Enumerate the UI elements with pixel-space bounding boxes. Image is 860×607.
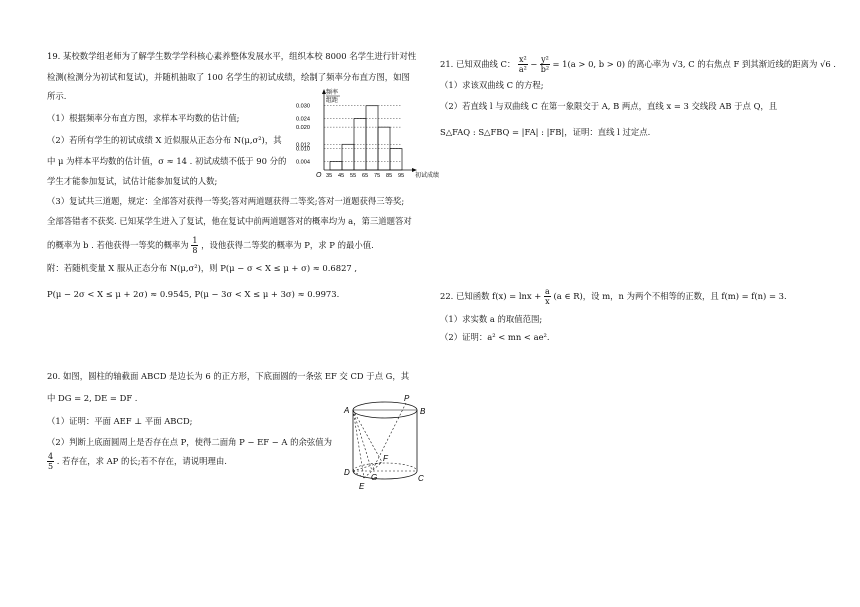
fraction-denominator: x <box>545 297 550 306</box>
x-tick-label: 85 <box>386 173 393 178</box>
q19-part-2: （2）若所有学生的初试成绩 X 近似服从正态分布 N(μ,σ²)，其 <box>47 135 282 145</box>
x-tick-label: 45 <box>338 173 345 178</box>
y-axis-label-bottom: 组距 <box>326 98 339 104</box>
y-tick-label: 0.030 <box>296 103 310 110</box>
q20-line-5-text: . 若存在，求 AP 的长;若不存在，请说明理由. <box>56 456 227 466</box>
q22-part-1: （1）求实数 a 的取值范围; <box>440 314 543 324</box>
q19-fraction-one-eighth <box>191 236 198 255</box>
y-tick-label: 0.010 <box>296 146 310 153</box>
q21-line-1-b: = 1(a > 0, b > 0) 的离心率为 √3, C 的右焦点 F 到其渐近线的距离为 √6 . <box>552 59 836 69</box>
minus-sign: − <box>530 59 538 69</box>
q21-line-4: S△FAQ : S△FBQ = |FA| : |FB|，证明：直线 l 过定点. <box>440 127 651 137</box>
fraction-numerator: y² <box>541 55 549 64</box>
histogram-bar <box>366 106 378 170</box>
q19-line-10 <box>47 236 374 255</box>
bottom-face-front <box>353 471 417 479</box>
x-tick-labels <box>326 173 404 178</box>
fraction-numerator: 4 <box>48 452 54 461</box>
frequency-histogram <box>296 88 446 178</box>
label-G: G <box>371 473 378 482</box>
fraction-numerator: a <box>545 287 550 296</box>
label-B: B <box>420 407 426 416</box>
x-tick-label: 55 <box>350 173 357 178</box>
y-axis-label-top: 频率 <box>326 90 339 96</box>
q22-line-1-b: (a ∈ R)，设 m，n 为两个不相等的正数，且 f(m) = f(n) = 3. <box>553 291 787 301</box>
q19-appendix-2: P(μ − 2σ < X ≤ μ + 2σ) ≈ 0.9545, P(μ − 3σ < X ≤ μ + 3σ) ≈ 0.9973. <box>47 289 340 299</box>
q21-part-1: （1）求该双曲线 C 的方程; <box>440 80 544 90</box>
x-tick-label: 35 <box>326 173 333 178</box>
q22-line-1-a: 22. 已知函数 f(x) = lnx + <box>440 291 542 301</box>
q21-line-1 <box>440 55 836 74</box>
y-tick-label: 0.004 <box>296 159 310 166</box>
q20-part-1: （1）证明：平面 AEF ⊥ 平面 ABCD; <box>47 416 193 426</box>
y-tick-label: 0.024 <box>296 116 310 123</box>
q19-line-6: 中 μ 为样本平均数的估计值，σ ≈ 14 . 初试成绩不低于 90 分的 <box>47 156 287 166</box>
fraction-denominator: a² <box>518 65 527 74</box>
cylinder-figure <box>340 395 440 495</box>
histogram-bar <box>330 161 342 170</box>
x-tick-label: 75 <box>374 173 381 178</box>
histogram-bar <box>342 144 354 170</box>
q19-part-3: （3）复试共三道题，规定：全部答对获得一等奖;答对两道题获得二等奖;答对一道题获得三等奖; <box>47 196 405 206</box>
q21-fraction-y2-b2 <box>540 55 550 74</box>
histogram-bars <box>330 106 402 170</box>
fraction-denominator: 5 <box>48 462 54 471</box>
q22-line-1 <box>440 287 787 306</box>
q21-line-1-a: 21. 已知双曲线 C： <box>440 59 516 69</box>
q21-part-2: （2）若直线 l 与双曲线 C 在第一象限交于 A, B 两点，直线 x = 3 交线段 AB 于点 Q，且 <box>440 101 778 111</box>
origin-label: O <box>316 172 322 178</box>
q20-line-5 <box>47 452 227 471</box>
q20-part-2: （2）判断上底面圆周上是否存在点 P，使得二面角 P − EF − A 的余弦值为 <box>47 437 332 447</box>
x-tick-label: 65 <box>362 173 369 178</box>
fraction-numerator: 1 <box>192 236 198 245</box>
fraction-numerator: x² <box>518 55 527 64</box>
q19-line-10-a: 的概率为 b . 若他获得一等奖的概率为 <box>47 240 189 250</box>
x-axis-arrow <box>412 168 417 172</box>
q20-line-2: 中 DG = 2, DE = DF . <box>47 393 138 403</box>
label-D: D <box>344 468 350 477</box>
label-E: E <box>359 482 365 491</box>
q20-line-1: 20. 如图，圆柱的轴截面 ABCD 是边长为 6 的正方形，下底面圆的一条弦 EF 交 CD 于点 G，其 <box>47 371 410 381</box>
q19-line-7: 学生才能参加复试，试估计能参加复试的人数; <box>47 176 218 186</box>
fraction-denominator: 8 <box>192 246 198 255</box>
q20-fraction-four-fifths <box>47 452 54 471</box>
x-tick-label: 95 <box>398 173 405 178</box>
q19-line-1: 19. 某校数学组老师为了解学生数学学科核心素养整体发展水平，组织本校 8000 名学生进行针对性 <box>47 51 417 61</box>
q21-fraction-x2-a2 <box>518 55 528 74</box>
segment-DF <box>353 462 382 471</box>
q19-appendix-1: 附：若随机变量 X 服从正态分布 N(μ,σ²)，则 P(μ − σ < X ≤ μ + σ) ≈ 0.6827 , <box>47 263 358 273</box>
label-P: P <box>404 395 410 403</box>
q19-line-2: 检测(检测分为初试和复试)，并随机抽取了 100 名学生的初试成绩，绘制了频率分布直方图，如图 <box>47 72 410 82</box>
q19-line-9: 全部答错者不获奖. 已知某学生进入了复试，他在复试中前两道题答对的概率均为 a，第三道题答对 <box>47 216 412 226</box>
fraction-denominator: b² <box>540 65 550 74</box>
y-tick-labels <box>296 104 310 166</box>
label-F: F <box>383 454 388 463</box>
q22-fraction-a-x <box>544 287 551 306</box>
label-A: A <box>344 406 350 415</box>
y-tick-label: 0.012 <box>296 142 310 149</box>
segment-AG <box>353 410 372 471</box>
label-C: C <box>418 474 424 483</box>
y-tick-label: 0.020 <box>296 125 310 132</box>
q19-part-1: （1）根据频率分布直方图，求样本平均数的估计值; <box>47 113 240 123</box>
q19-line-3: 所示. <box>47 91 67 101</box>
q22-part-2: （2）证明：a² < mn < ae². <box>440 332 550 342</box>
segment-PG <box>372 403 406 471</box>
histogram-bar <box>390 149 402 170</box>
x-axis-label: 初试成绩 <box>415 173 440 178</box>
q19-line-10-b: ，设他获得二等奖的概率为 P，求 P 的最小值. <box>201 240 374 250</box>
